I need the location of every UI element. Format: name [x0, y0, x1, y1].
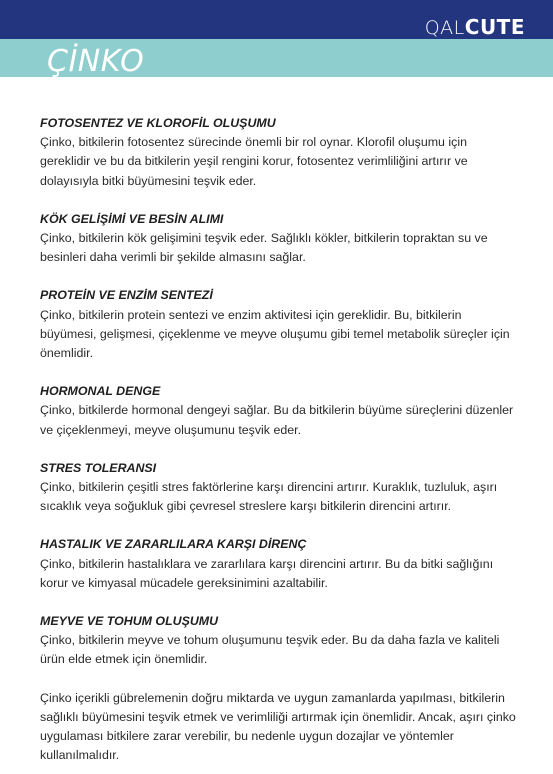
section-text: Çinko, bitkilerin protein sentezi ve enzim aktivitesi için gereklidir. Bu, bitkilerin büyümesi, gelişmesi, çiçeklenme ve meyve oluşumu gibi temel metabolik süreçler için önemlidir.	[40, 307, 510, 361]
section-text: Çinko, bitkilerin meyve ve tohum oluşumunu teşvik eder. Bu da daha fazla ve kaliteli ürün elde etmek için önemlidir.	[40, 633, 500, 667]
section-hormonal-balance	[40, 382, 520, 440]
section-protein-enzyme	[40, 286, 520, 363]
brand-logo-part1: QAL	[424, 17, 465, 39]
section-fruit-seed	[40, 612, 520, 670]
section-root-development	[40, 210, 520, 268]
brand-logo	[425, 15, 525, 39]
section-text: Çinko, bitkilerin çeşitli stres faktörlerine karşı direncini artırır. Kuraklık, tuzluluk, aşırı sıcaklık veya soğukluk gibi çevresel streslere karşı bitkilerin direncini artırır.	[40, 480, 498, 514]
document-body	[40, 114, 520, 765]
section-disease-resistance	[40, 535, 520, 593]
closing-paragraph: Çinko içerikli gübrelemenin doğru miktarda ve uygun zamanlarda yapılması, bitkilerin sağlıklı büyümesini teşvik etmek ve verimliliği artırmak için önemlidir. Ancak, aşırı çinko uygulaması bitkilere zarar verebilir, bu nedenle uygun dozajlar ve yöntemler kullanılmalıdır.	[40, 690, 516, 763]
section-stress-tolerance	[40, 459, 520, 517]
section-text: Çinko, bitkilerin hastalıklara ve zararlılara karşı direncini artırır. Bu da bitki sağlığını korur ve kimyasal mücadele gereksinimini azaltabilir.	[40, 556, 494, 590]
brand-logo-part2: CUTE	[464, 15, 525, 39]
section-text: Çinko, bitkilerde hormonal dengeyi sağlar. Bu da bitkilerin büyüme süreçlerini düzenler ve çiçeklenmeyi, meyve oluşumunu teşvik eder.	[40, 403, 514, 437]
section-heading: KÖK GELİŞİMİ VE BESİN ALIMI	[40, 211, 224, 226]
section-text: Çinko, bitkilerin kök gelişimini teşvik eder. Sağlıklı kökler, bitkilerin topraktan su ve besinleri daha verimli bir şekilde almasını sağlar.	[40, 231, 488, 265]
section-text: Çinko, bitkilerin fotosentez sürecinde önemli bir rol oynar. Klorofil oluşumu için gereklidir ve bu da bitkilerin yeşil rengini korur, fotosentez verimliliğini artırır ve dolayısıyla bitki büyümesini teşvik eder.	[40, 135, 468, 188]
section-heading: PROTEİN VE ENZİM SENTEZİ	[40, 288, 213, 303]
section-heading: STRES TOLERANSI	[40, 460, 157, 475]
section-photosynthesis	[40, 114, 520, 191]
section-heading: HORMONAL DENGE	[40, 384, 161, 399]
page-title: ÇİNKO	[47, 44, 145, 79]
section-heading: HASTALIK VE ZARARLILARA KARŞI DİRENÇ	[40, 537, 307, 552]
section-heading: MEYVE VE TOHUM OLUŞUMU	[40, 614, 219, 629]
section-heading: FOTOSENTEZ VE KLOROFİL OLUŞUMU	[40, 116, 276, 130]
